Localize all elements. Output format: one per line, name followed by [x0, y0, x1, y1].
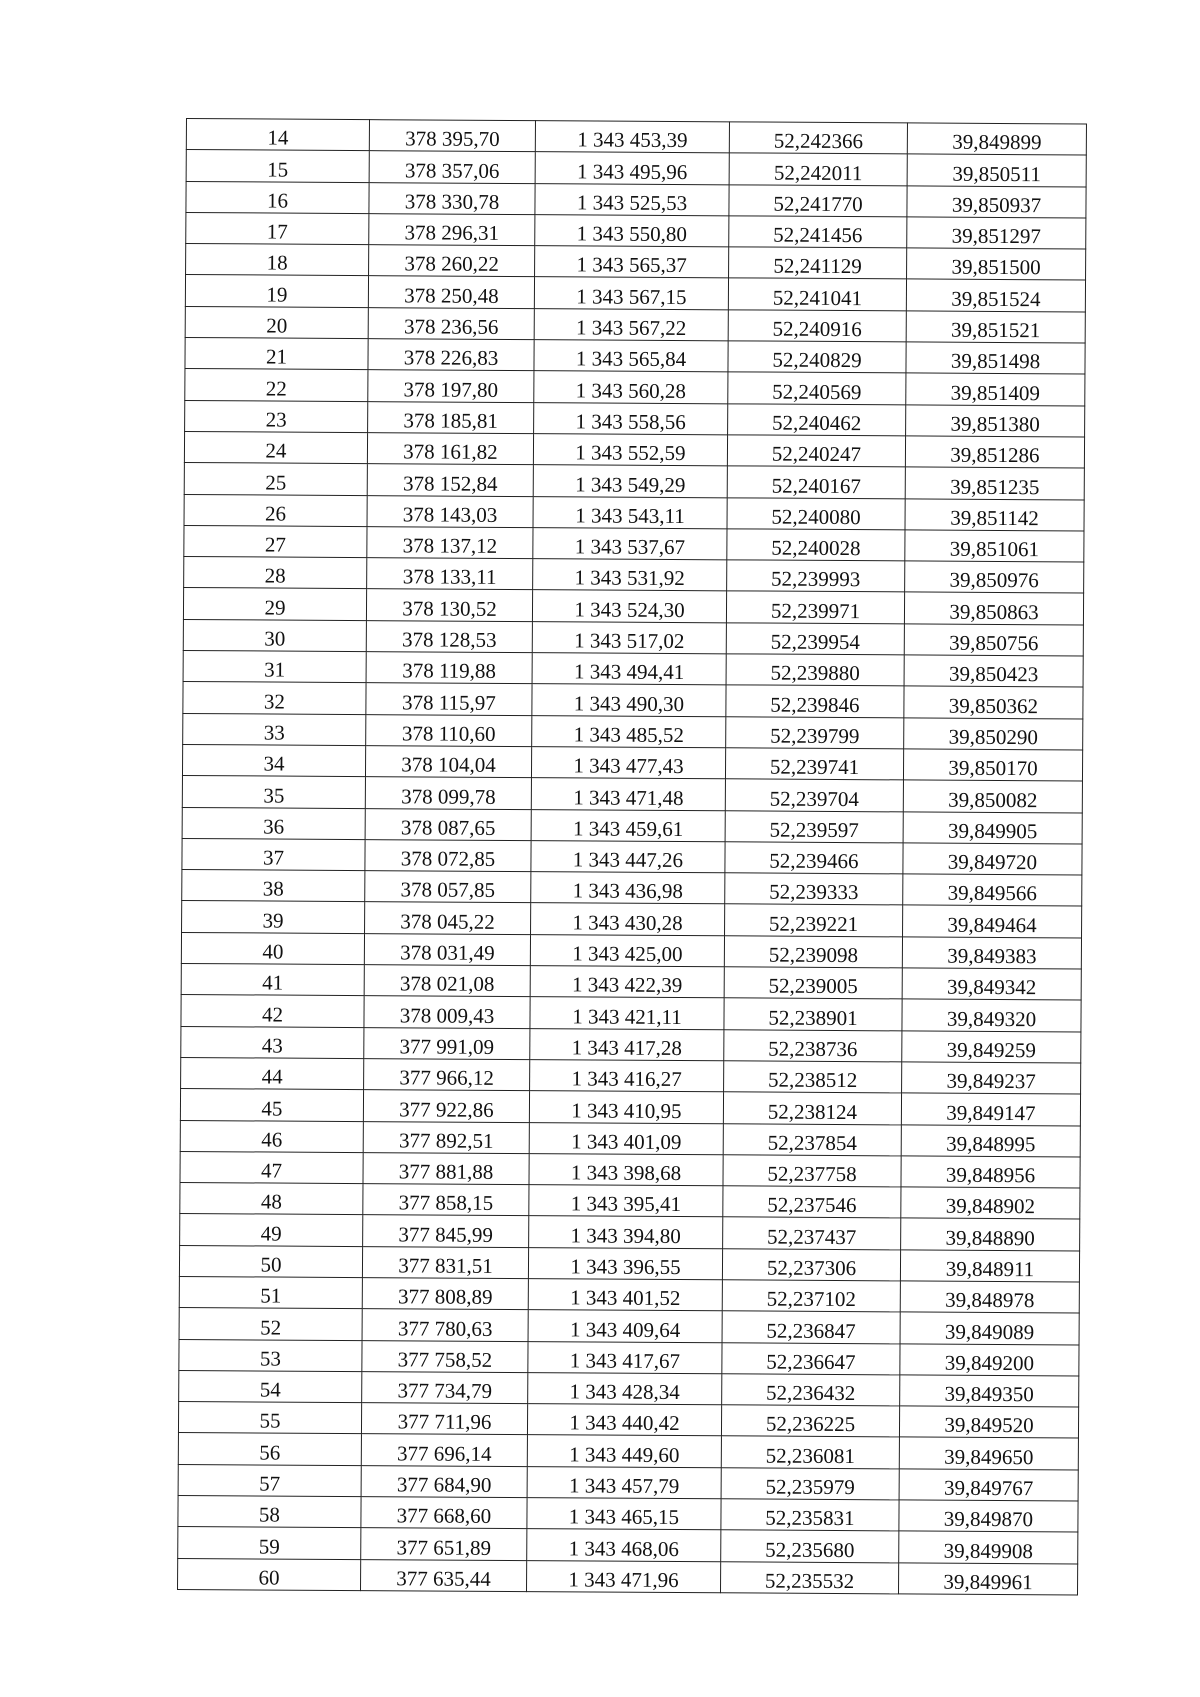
x-coordinate-cell: 378 099,78 — [365, 777, 531, 809]
point-number-cell: 20 — [185, 306, 368, 338]
y-coordinate-cell: 1 343 409,64 — [528, 1310, 722, 1342]
longitude-cell: 39,849237 — [902, 1062, 1081, 1094]
x-coordinate-cell: 377 684,90 — [361, 1465, 527, 1497]
point-number-cell: 28 — [184, 557, 367, 589]
longitude-cell: 39,849870 — [899, 1500, 1078, 1532]
x-coordinate-cell: 378 185,81 — [368, 401, 534, 433]
point-number-cell: 51 — [179, 1276, 362, 1308]
point-number-cell: 53 — [179, 1339, 362, 1371]
latitude-cell: 52,237546 — [723, 1186, 901, 1218]
longitude-cell: 39,849899 — [907, 123, 1086, 155]
x-coordinate-cell: 377 808,89 — [362, 1278, 528, 1310]
x-coordinate-cell: 378 128,53 — [366, 620, 532, 652]
longitude-cell: 39,848902 — [901, 1187, 1080, 1219]
x-coordinate-cell: 378 009,43 — [364, 996, 530, 1028]
latitude-cell: 52,237306 — [722, 1248, 900, 1280]
longitude-cell: 39,848911 — [900, 1250, 1079, 1282]
y-coordinate-cell: 1 343 457,79 — [527, 1466, 721, 1498]
y-coordinate-cell: 1 343 436,98 — [531, 872, 725, 904]
x-coordinate-cell: 377 780,63 — [362, 1309, 528, 1341]
y-coordinate-cell: 1 343 449,60 — [527, 1435, 721, 1467]
point-number-cell: 54 — [179, 1370, 362, 1402]
y-coordinate-cell: 1 343 494,41 — [532, 653, 726, 685]
point-number-cell: 56 — [178, 1433, 361, 1465]
latitude-cell: 52,239098 — [724, 936, 902, 968]
point-number-cell: 48 — [180, 1183, 363, 1215]
latitude-cell: 52,235979 — [721, 1468, 899, 1500]
longitude-cell: 39,851524 — [906, 279, 1085, 311]
longitude-cell: 39,849464 — [903, 905, 1082, 937]
point-number-cell: 17 — [186, 212, 369, 244]
point-number-cell: 40 — [181, 932, 364, 964]
y-coordinate-cell: 1 343 396,55 — [528, 1247, 722, 1279]
x-coordinate-cell: 378 031,49 — [364, 933, 530, 965]
x-coordinate-cell: 377 711,96 — [361, 1403, 527, 1435]
longitude-cell: 39,849767 — [899, 1469, 1078, 1501]
x-coordinate-cell: 378 260,22 — [369, 245, 535, 277]
x-coordinate-cell: 377 651,89 — [361, 1528, 527, 1560]
longitude-cell: 39,849320 — [902, 999, 1081, 1031]
y-coordinate-cell: 1 343 549,29 — [533, 465, 727, 497]
point-number-cell: 52 — [179, 1308, 362, 1340]
longitude-cell: 39,850937 — [907, 185, 1086, 217]
longitude-cell: 39,851235 — [905, 467, 1084, 499]
x-coordinate-cell: 377 758,52 — [362, 1340, 528, 1372]
longitude-cell: 39,849905 — [903, 811, 1082, 843]
y-coordinate-cell: 1 343 537,67 — [533, 527, 727, 559]
point-number-cell: 25 — [184, 463, 367, 495]
point-number-cell: 35 — [182, 776, 365, 808]
point-number-cell: 21 — [185, 338, 368, 370]
point-number-cell: 24 — [184, 431, 367, 463]
x-coordinate-cell: 377 831,51 — [362, 1246, 528, 1278]
longitude-cell: 39,850863 — [904, 592, 1083, 624]
latitude-cell: 52,240829 — [728, 341, 906, 373]
latitude-cell: 52,239846 — [726, 685, 904, 717]
x-coordinate-cell: 377 858,15 — [363, 1184, 529, 1216]
x-coordinate-cell: 378 045,22 — [365, 902, 531, 934]
x-coordinate-cell: 378 226,83 — [368, 339, 534, 371]
y-coordinate-cell: 1 343 471,96 — [527, 1560, 721, 1592]
x-coordinate-cell: 377 845,99 — [363, 1215, 529, 1247]
longitude-cell: 39,849259 — [902, 1030, 1081, 1062]
y-coordinate-cell: 1 343 416,27 — [530, 1060, 724, 1092]
y-coordinate-cell: 1 343 447,26 — [531, 840, 725, 872]
y-coordinate-cell: 1 343 525,53 — [535, 183, 729, 215]
point-number-cell: 16 — [186, 181, 369, 213]
latitude-cell: 52,236225 — [721, 1405, 899, 1437]
y-coordinate-cell: 1 343 453,39 — [535, 121, 729, 153]
longitude-cell: 39,850511 — [907, 154, 1086, 186]
x-coordinate-cell: 378 357,06 — [369, 151, 535, 183]
y-coordinate-cell: 1 343 490,30 — [532, 684, 726, 716]
y-coordinate-cell: 1 343 550,80 — [535, 215, 729, 247]
x-coordinate-cell: 377 991,09 — [364, 1027, 530, 1059]
point-number-cell: 44 — [181, 1057, 364, 1089]
latitude-cell: 52,236081 — [721, 1436, 899, 1468]
latitude-cell: 52,238124 — [723, 1092, 901, 1124]
point-number-cell: 59 — [178, 1527, 361, 1559]
point-number-cell: 55 — [178, 1402, 361, 1434]
y-coordinate-cell: 1 343 465,15 — [527, 1498, 721, 1530]
latitude-cell: 52,235831 — [721, 1499, 899, 1531]
latitude-cell: 52,240028 — [727, 529, 905, 561]
latitude-cell: 52,239799 — [726, 716, 904, 748]
y-coordinate-cell: 1 343 531,92 — [533, 559, 727, 591]
latitude-cell: 52,239597 — [725, 810, 903, 842]
x-coordinate-cell: 378 296,31 — [369, 214, 535, 246]
point-number-cell: 19 — [185, 275, 368, 307]
y-coordinate-cell: 1 343 417,67 — [528, 1341, 722, 1373]
y-coordinate-cell: 1 343 485,52 — [532, 715, 726, 747]
latitude-cell: 52,235680 — [721, 1530, 899, 1562]
longitude-cell: 39,849200 — [900, 1343, 1079, 1375]
latitude-cell: 52,237854 — [723, 1123, 901, 1155]
point-number-cell: 58 — [178, 1496, 361, 1528]
longitude-cell: 39,849089 — [900, 1312, 1079, 1344]
latitude-cell: 52,236432 — [722, 1374, 900, 1406]
y-coordinate-cell: 1 343 401,09 — [529, 1122, 723, 1154]
y-coordinate-cell: 1 343 468,06 — [527, 1529, 721, 1561]
latitude-cell: 52,239005 — [724, 967, 902, 999]
point-number-cell: 26 — [184, 494, 367, 526]
y-coordinate-cell: 1 343 495,96 — [535, 152, 729, 184]
longitude-cell: 39,848995 — [901, 1124, 1080, 1156]
point-number-cell: 32 — [183, 682, 366, 714]
longitude-cell: 39,849908 — [899, 1531, 1078, 1563]
y-coordinate-cell: 1 343 401,52 — [528, 1279, 722, 1311]
y-coordinate-cell: 1 343 558,56 — [534, 402, 728, 434]
latitude-cell: 52,240247 — [727, 435, 905, 467]
point-number-cell: 23 — [185, 400, 368, 432]
latitude-cell: 52,239954 — [726, 623, 904, 655]
longitude-cell: 39,851380 — [906, 405, 1085, 437]
point-number-cell: 57 — [178, 1464, 361, 1496]
y-coordinate-cell: 1 343 410,95 — [529, 1091, 723, 1123]
longitude-cell: 39,849342 — [902, 968, 1081, 1000]
latitude-cell: 52,241129 — [729, 247, 907, 279]
x-coordinate-cell: 378 110,60 — [366, 714, 532, 746]
latitude-cell: 52,239466 — [725, 842, 903, 874]
latitude-cell: 52,237437 — [723, 1217, 901, 1249]
y-coordinate-cell: 1 343 552,59 — [533, 434, 727, 466]
y-coordinate-cell: 1 343 567,15 — [534, 277, 728, 309]
x-coordinate-cell: 378 133,11 — [367, 558, 533, 590]
longitude-cell: 39,851409 — [906, 373, 1085, 405]
x-coordinate-cell: 377 696,14 — [361, 1434, 527, 1466]
latitude-cell: 52,239971 — [726, 591, 904, 623]
longitude-cell: 39,850756 — [904, 624, 1083, 656]
point-number-cell: 37 — [182, 838, 365, 870]
longitude-cell: 39,851500 — [907, 248, 1086, 280]
longitude-cell: 39,851521 — [906, 311, 1085, 343]
y-coordinate-cell: 1 343 422,39 — [530, 966, 724, 998]
x-coordinate-cell: 378 119,88 — [366, 652, 532, 684]
point-number-cell: 18 — [186, 244, 369, 276]
latitude-cell: 52,241456 — [729, 216, 907, 248]
y-coordinate-cell: 1 343 565,37 — [535, 246, 729, 278]
latitude-cell: 52,237102 — [722, 1280, 900, 1312]
latitude-cell: 52,242011 — [729, 153, 907, 185]
point-number-cell: 29 — [183, 588, 366, 620]
longitude-cell: 39,850423 — [904, 655, 1083, 687]
x-coordinate-cell: 378 250,48 — [368, 276, 534, 308]
point-number-cell: 22 — [185, 369, 368, 401]
longitude-cell: 39,850290 — [904, 718, 1083, 750]
point-number-cell: 49 — [180, 1214, 363, 1246]
x-coordinate-cell: 378 395,70 — [369, 120, 535, 152]
x-coordinate-cell: 378 115,97 — [366, 683, 532, 715]
y-coordinate-cell: 1 343 421,11 — [530, 997, 724, 1029]
latitude-cell: 52,241770 — [729, 184, 907, 216]
latitude-cell: 52,239221 — [725, 904, 903, 936]
latitude-cell: 52,236847 — [722, 1311, 900, 1343]
point-number-cell: 38 — [182, 870, 365, 902]
coordinates-table — [177, 118, 1087, 1595]
longitude-cell: 39,851142 — [905, 498, 1084, 530]
x-coordinate-cell: 378 057,85 — [365, 871, 531, 903]
point-number-cell: 41 — [181, 964, 364, 996]
longitude-cell: 39,849520 — [899, 1406, 1078, 1438]
y-coordinate-cell: 1 343 398,68 — [529, 1153, 723, 1185]
longitude-cell: 39,849650 — [899, 1437, 1078, 1469]
x-coordinate-cell: 377 966,12 — [364, 1059, 530, 1091]
x-coordinate-cell: 378 161,82 — [367, 433, 533, 465]
longitude-cell: 39,850362 — [904, 686, 1083, 718]
longitude-cell: 39,851286 — [905, 436, 1084, 468]
latitude-cell: 52,235532 — [721, 1561, 899, 1593]
latitude-cell: 52,236647 — [722, 1342, 900, 1374]
y-coordinate-cell: 1 343 430,28 — [531, 903, 725, 935]
latitude-cell: 52,239333 — [725, 873, 903, 905]
y-coordinate-cell: 1 343 395,41 — [529, 1185, 723, 1217]
point-number-cell: 42 — [181, 995, 364, 1027]
latitude-cell: 52,240569 — [728, 372, 906, 404]
y-coordinate-cell: 1 343 440,42 — [527, 1404, 721, 1436]
x-coordinate-cell: 378 130,52 — [366, 589, 532, 621]
x-coordinate-cell: 378 152,84 — [367, 464, 533, 496]
longitude-cell: 39,848956 — [901, 1156, 1080, 1188]
point-number-cell: 50 — [179, 1245, 362, 1277]
point-number-cell: 39 — [182, 901, 365, 933]
latitude-cell: 52,240916 — [728, 310, 906, 342]
latitude-cell: 52,239704 — [725, 779, 903, 811]
latitude-cell: 52,242366 — [729, 122, 907, 154]
point-number-cell: 47 — [180, 1151, 363, 1183]
y-coordinate-cell: 1 343 459,61 — [531, 809, 725, 841]
x-coordinate-cell: 378 104,04 — [365, 746, 531, 778]
x-coordinate-cell: 378 137,12 — [367, 526, 533, 558]
x-coordinate-cell: 378 143,03 — [367, 495, 533, 527]
latitude-cell: 52,239741 — [725, 748, 903, 780]
x-coordinate-cell: 378 072,85 — [365, 839, 531, 871]
longitude-cell: 39,849147 — [901, 1093, 1080, 1125]
y-coordinate-cell: 1 343 394,80 — [529, 1216, 723, 1248]
y-coordinate-cell: 1 343 477,43 — [531, 747, 725, 779]
latitude-cell: 52,237758 — [723, 1155, 901, 1187]
point-number-cell: 36 — [182, 807, 365, 839]
x-coordinate-cell: 377 922,86 — [363, 1090, 529, 1122]
longitude-cell: 39,851061 — [905, 530, 1084, 562]
longitude-cell: 39,849566 — [903, 874, 1082, 906]
y-coordinate-cell: 1 343 425,00 — [530, 934, 724, 966]
x-coordinate-cell: 378 087,65 — [365, 808, 531, 840]
point-number-cell: 14 — [186, 119, 369, 151]
table-row — [178, 1558, 1078, 1595]
latitude-cell: 52,240080 — [727, 497, 905, 529]
point-number-cell: 31 — [183, 651, 366, 683]
x-coordinate-cell: 377 635,44 — [361, 1559, 527, 1591]
point-number-cell: 43 — [181, 1026, 364, 1058]
latitude-cell: 52,240167 — [727, 466, 905, 498]
y-coordinate-cell: 1 343 517,02 — [532, 621, 726, 653]
x-coordinate-cell: 377 668,60 — [361, 1497, 527, 1529]
latitude-cell: 52,239880 — [726, 654, 904, 686]
y-coordinate-cell: 1 343 567,22 — [534, 308, 728, 340]
point-number-cell: 34 — [182, 744, 365, 776]
longitude-cell: 39,850976 — [905, 561, 1084, 593]
longitude-cell: 39,849720 — [903, 843, 1082, 875]
x-coordinate-cell: 377 881,88 — [363, 1152, 529, 1184]
coordinates-table-body — [178, 119, 1087, 1595]
y-coordinate-cell: 1 343 565,84 — [534, 340, 728, 372]
point-number-cell: 45 — [180, 1089, 363, 1121]
y-coordinate-cell: 1 343 417,28 — [530, 1028, 724, 1060]
latitude-cell: 52,239993 — [727, 560, 905, 592]
point-number-cell: 33 — [183, 713, 366, 745]
point-number-cell: 27 — [184, 525, 367, 557]
longitude-cell: 39,849383 — [902, 937, 1081, 969]
latitude-cell: 52,240462 — [728, 403, 906, 435]
latitude-cell: 52,241041 — [728, 278, 906, 310]
y-coordinate-cell: 1 343 471,48 — [531, 778, 725, 810]
point-number-cell: 46 — [180, 1120, 363, 1152]
longitude-cell: 39,851297 — [907, 217, 1086, 249]
x-coordinate-cell: 377 734,79 — [362, 1371, 528, 1403]
point-number-cell: 60 — [178, 1558, 361, 1590]
y-coordinate-cell: 1 343 524,30 — [532, 590, 726, 622]
latitude-cell: 52,238512 — [724, 1061, 902, 1093]
x-coordinate-cell: 378 236,56 — [368, 307, 534, 339]
longitude-cell: 39,850170 — [903, 749, 1082, 781]
latitude-cell: 52,238901 — [724, 998, 902, 1030]
point-number-cell: 30 — [183, 619, 366, 651]
latitude-cell: 52,238736 — [724, 1029, 902, 1061]
x-coordinate-cell: 377 892,51 — [363, 1121, 529, 1153]
x-coordinate-cell: 378 197,80 — [368, 370, 534, 402]
y-coordinate-cell: 1 343 560,28 — [534, 371, 728, 403]
longitude-cell: 39,849961 — [898, 1563, 1077, 1595]
longitude-cell: 39,848890 — [901, 1218, 1080, 1250]
y-coordinate-cell: 1 343 428,34 — [528, 1372, 722, 1404]
x-coordinate-cell: 378 330,78 — [369, 182, 535, 214]
longitude-cell: 39,848978 — [900, 1281, 1079, 1313]
point-number-cell: 15 — [186, 150, 369, 182]
longitude-cell: 39,851498 — [906, 342, 1085, 374]
longitude-cell: 39,850082 — [903, 780, 1082, 812]
x-coordinate-cell: 378 021,08 — [364, 965, 530, 997]
y-coordinate-cell: 1 343 543,11 — [533, 496, 727, 528]
longitude-cell: 39,849350 — [900, 1375, 1079, 1407]
